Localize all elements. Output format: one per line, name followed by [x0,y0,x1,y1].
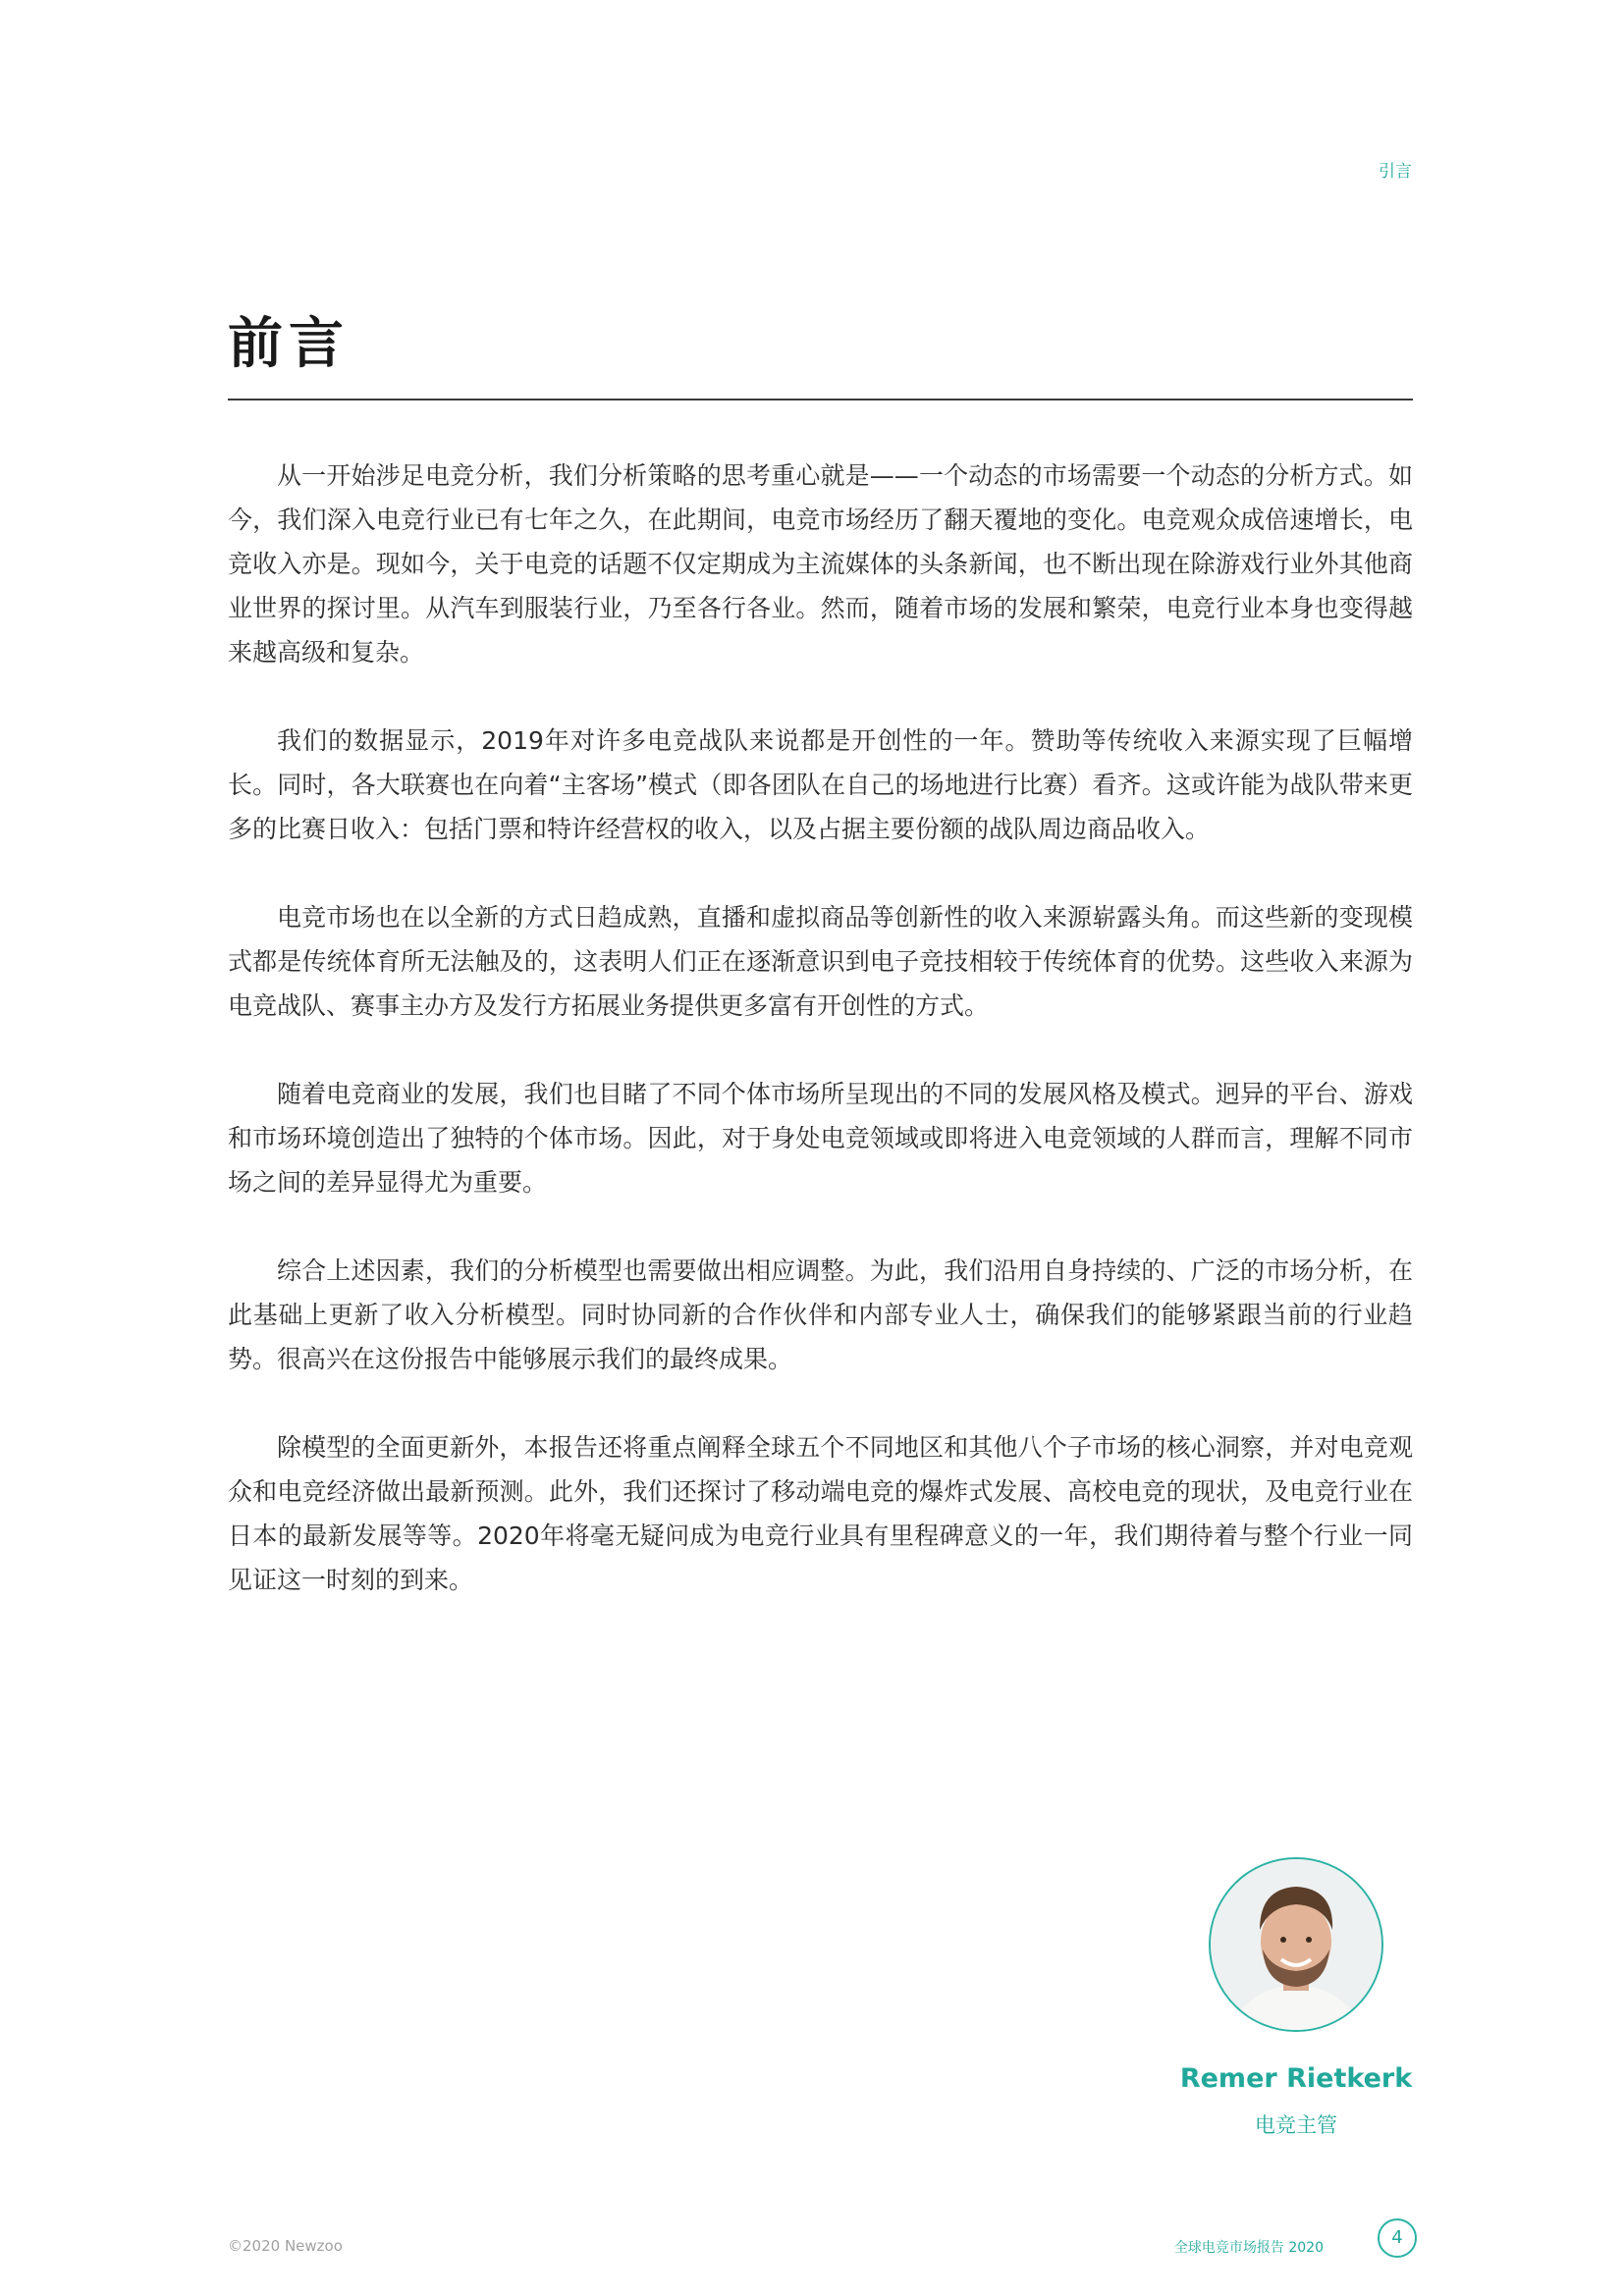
section-label: 引言 [1379,162,1412,182]
author-name: Remer Rietkerk [1179,2063,1413,2094]
body-text [228,454,1413,1646]
author-avatar [1209,1857,1383,2032]
footer-report-title: 全球电竞市场报告 2020 [1173,2240,1324,2256]
paragraph-5: 综合上述因素，我们的分析模型也需要做出相应调整。为此，我们沿用自身持续的、广泛的市场分析，在此基础上更新了收入分析模型。同时协同新的合作伙伴和内部专业人士，确保我们的能够紧跟当前的行业趋势。很高兴在这份报告中能够展示我们的最终成果。 [228,1256,1413,1373]
paragraph-1: 从一开始涉足电竞分析，我们分析策略的思考重心就是——一个动态的市场需要一个动态的分析方式。如今，我们深入电竞行业已有七年之久，在此期间，电竞市场经历了翻天覆地的变化。电竞观众成倍速增长，电竞收入亦是。现如今，关于电竞的话题不仅定期成为主流媒体的头条新闻，也不断出现在除游戏行业外其他商业世界的探讨里。从汽车到服装行业，乃至各行各业。然而，随着市场的发展和繁荣，电竞行业本身也变得越来越高级和复杂。 [228,461,1413,667]
author-block [1159,1857,1434,2139]
paragraph-6: 除模型的全面更新外，本报告还将重点阐释全球五个不同地区和其他八个子市场的核心洞察，并对电竞观众和电竞经济做出最新预测。此外，我们还探讨了移动端电竞的爆炸式发展、高校电竞的现状，及电竞行业在日本的最新发展等等。2020年将毫无疑问成为电竞行业具有里程碑意义的一年，我们期待着与整个行业一同见证这一时刻的到来。 [228,1433,1413,1594]
title-divider [228,399,1413,400]
footer-copyright: ©2020 Newzoo [228,2237,343,2255]
paragraph-4: 随着电竞商业的发展，我们也目睹了不同个体市场所呈现出的不同的发展风格及模式。迥异的平台、游戏和市场环境创造出了独特的个体市场。因此，对于身处电竞领域或即将进入电竞领域的人群而言，理解不同市场之间的差异显得尤为重要。 [228,1080,1413,1197]
author-photo-icon [1211,1859,1381,2030]
page-title: 前言 [228,312,350,376]
author-role: 电竞主管 [1255,2113,1337,2137]
paragraph-3: 电竞市场也在以全新的方式日趋成熟，直播和虚拟商品等创新性的收入来源崭露头角。而这些新的变现模式都是传统体育所无法触及的，这表明人们正在逐渐意识到电子竞技相较于传统体育的优势。这些收入来源为电竞战队、赛事主办方及发行方拓展业务提供更多富有开创性的方式。 [228,903,1413,1020]
paragraph-2: 我们的数据显示，2019年对许多电竞战队来说都是开创性的一年。赞助等传统收入来源实现了巨幅增长。同时，各大联赛也在向着“主客场”模式（即各团队在自己的场地进行比赛）看齐。这或许能为战队带来更多的比赛日收入：包括门票和特许经营权的收入，以及占据主要份额的战队周边商品收入。 [228,726,1413,843]
page-number: 4 [1378,2218,1417,2258]
